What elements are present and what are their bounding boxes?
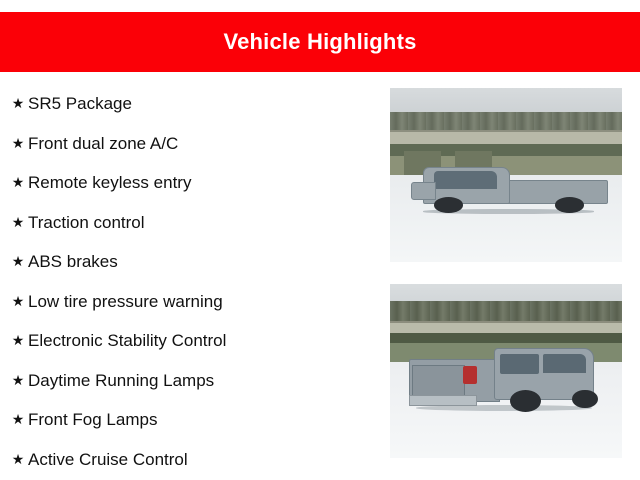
- photo-truck-side-window: [543, 354, 586, 373]
- list-item: [8, 84, 372, 124]
- star-icon: ★: [11, 134, 25, 151]
- photo-truck-wheel: [434, 197, 463, 213]
- feature-label: Low tire pressure warning: [28, 291, 223, 311]
- photo-truck-wheel: [510, 390, 541, 412]
- photo-building-trim: [390, 333, 622, 343]
- star-icon: ★: [11, 174, 25, 190]
- star-icon: ★: [11, 253, 25, 269]
- feature-label: Electronic Stability Control: [28, 331, 227, 350]
- list-item: [8, 400, 372, 440]
- photo-truck-rear-window: [500, 354, 539, 375]
- feature-label: Front Fog Lamps: [28, 410, 158, 429]
- list-item: [8, 440, 372, 480]
- feature-label: Active Cruise Control: [28, 449, 188, 469]
- photo-truck-taillight: [463, 366, 477, 384]
- photo-truck-window: [434, 171, 496, 189]
- feature-label: Remote keyless entry: [28, 173, 192, 192]
- list-item: [8, 242, 372, 282]
- photo-truck-tailgate: [412, 365, 465, 398]
- page-content: [0, 78, 640, 474]
- page-title: Vehicle Highlights: [223, 29, 417, 54]
- star-icon: ★: [11, 332, 25, 348]
- photo-truck-wheel: [572, 390, 597, 408]
- star-icon: ★: [11, 450, 25, 467]
- list-item: [8, 282, 372, 322]
- star-icon: ★: [11, 213, 25, 230]
- photo-truck: [411, 165, 606, 217]
- page-header-banner: [0, 12, 640, 72]
- feature-label: Front dual zone A/C: [28, 133, 179, 153]
- photo-truck-bumper: [409, 395, 477, 405]
- photo-truck-wheel: [555, 197, 584, 213]
- photo-truck: [409, 347, 604, 417]
- feature-label: SR5 Package: [28, 94, 132, 113]
- list-item: [8, 163, 372, 203]
- list-item: [8, 361, 372, 401]
- vehicle-photo-rear-three-quarter: [390, 284, 622, 458]
- vehicle-photo-side-view: [390, 88, 622, 262]
- feature-label: ABS brakes: [28, 252, 118, 271]
- star-icon: ★: [11, 371, 25, 388]
- feature-label: Daytime Running Lamps: [28, 370, 215, 390]
- star-icon: ★: [11, 411, 25, 427]
- photo-gallery: [372, 78, 640, 474]
- list-item: [8, 321, 372, 361]
- photo-truck-hood: [411, 182, 436, 200]
- feature-list: [0, 78, 372, 474]
- list-item: [8, 124, 372, 164]
- feature-label: Traction control: [28, 212, 145, 232]
- list-item: [8, 203, 372, 243]
- star-icon: ★: [11, 95, 25, 111]
- star-icon: ★: [11, 292, 25, 309]
- photo-truck-shadow: [416, 405, 591, 411]
